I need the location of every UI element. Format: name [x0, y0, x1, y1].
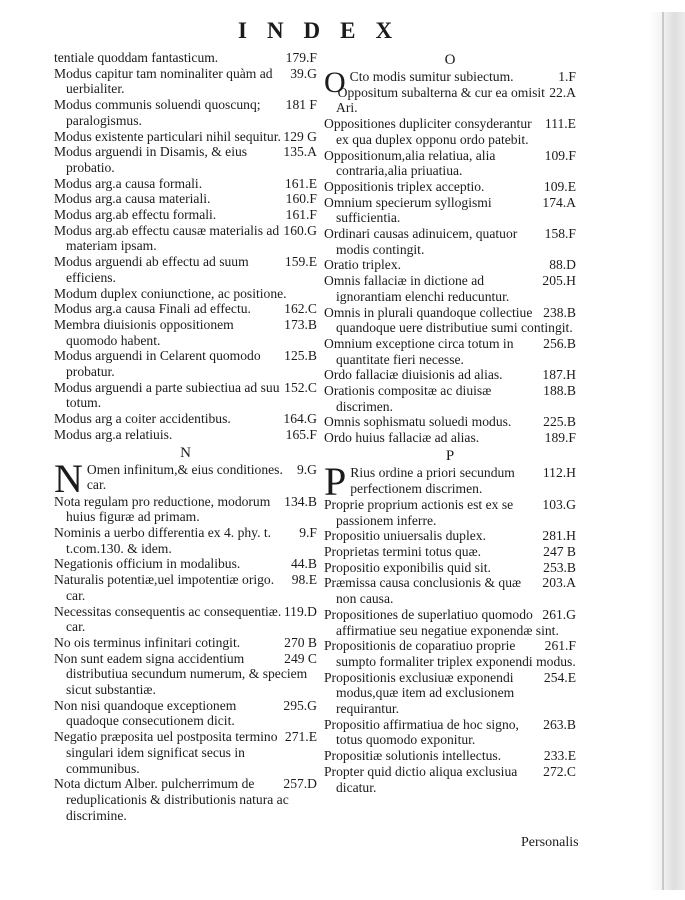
entry-ref: 1.F	[558, 69, 576, 84]
entry-text: Omnium exceptione circa totum in quantitate fieri necesse.	[324, 335, 514, 367]
index-entry	[54, 254, 317, 285]
entry-text: tentiale quoddam fantasticum.	[54, 50, 219, 65]
entry-ref: 161.E	[284, 175, 317, 191]
entry-ref: 233.E	[543, 748, 576, 764]
index-entry	[54, 411, 317, 427]
entry-text: Modus arguendi a parte subiectiua ad suu totum.	[54, 379, 280, 411]
index-entry	[54, 427, 317, 443]
index-entry	[54, 144, 317, 175]
entry-ref: 189.F	[544, 430, 576, 446]
index-entry	[324, 544, 576, 560]
entry-ref: 158.F	[544, 226, 576, 242]
entry-text: Cto modis sumitur subiectum.	[349, 69, 514, 84]
page-edge-shadow	[649, 12, 685, 890]
entry-ref: 39.G	[290, 65, 317, 81]
entry-text: Non sunt eadem signa accidentium distributiua secundum numerum, & speciem sicut substantiæ.	[54, 650, 308, 698]
entry-text: Non nisi quandoque exceptionem quadoque consecutionem dicit.	[54, 697, 237, 729]
entry-text: Modus arguendi in Celarent quomodo probatur.	[54, 348, 261, 380]
entry-text: Oppositum subalterna & cur ea omisit Ari.	[336, 84, 545, 116]
entry-ref: 129 G	[283, 128, 317, 144]
index-entry	[324, 560, 576, 576]
index-entry	[54, 301, 317, 317]
entry-text: Modus capitur tam nominaliter quàm ad uerbialiter.	[54, 65, 273, 97]
entry-text: Propositiæ solutionis intellectus.	[324, 748, 502, 764]
entry-text: Negatio præposita uel postposita termino singulari idem significat secus in communibus.	[54, 729, 278, 776]
entry-text: Nota dictum Alber. pulcherrimum de reduplicationis & distributionis natura ac discrimine.	[54, 776, 289, 823]
entry-text: Nota regulam pro reductione, modorum huius figuræ ad primam.	[54, 493, 271, 525]
entry-ref: 135.A	[283, 144, 317, 160]
entry-text: Nominis a uerbo differentia ex 4. phy. t. t.com.130. & idem.	[54, 524, 272, 556]
index-entry	[324, 575, 576, 606]
index-entry	[54, 776, 317, 823]
entry-ref: 111.E	[544, 116, 576, 132]
entry-ref: 164.G	[283, 411, 317, 427]
entry-text: Omnis sophismatu soluedi modus.	[324, 414, 512, 430]
index-entry	[324, 336, 576, 367]
index-entry	[54, 317, 317, 348]
left-column	[54, 50, 317, 823]
dropcap-p: P	[324, 458, 347, 504]
index-entry	[54, 348, 317, 379]
entry-text: Necessitas consequentis ac consequentiæ. car.	[54, 603, 282, 635]
entry-text: Oppositiones dupliciter consyderantur ex qua duplex opponu ordo patebit.	[324, 116, 532, 147]
section-letter-n: N	[180, 444, 191, 461]
entry-text: Modus arg.a causa Finali ad effectu.	[54, 301, 251, 317]
entry-ref: 9.G	[296, 461, 317, 477]
entry-ref: 109.E	[543, 178, 576, 194]
index-entry	[324, 148, 576, 179]
index-entry	[54, 572, 317, 603]
entry-ref: 270 B	[284, 634, 317, 650]
index-entry	[54, 191, 317, 207]
entry-text: Propositionis de coparatiuo proprie sumpto formaliter triplex exponendi modus.	[324, 638, 576, 669]
index-entry	[54, 207, 317, 223]
entry-text: Modus arg.a causa materiali.	[54, 191, 211, 207]
index-entry	[54, 176, 317, 192]
entry-ref: 257.D	[283, 776, 317, 792]
entry-ref: 295.G	[283, 697, 317, 713]
index-entry	[54, 380, 317, 411]
index-entry	[54, 223, 317, 254]
index-entry	[54, 604, 317, 635]
entry-text: Propositionis exclusiuæ exponendi modus,quæ item ad exclusionem requirantur.	[324, 669, 515, 717]
index-entry	[324, 85, 576, 116]
entry-text: Omnis fallaciæ in dictione ad ignorantiam elenchi reducuntur.	[324, 273, 510, 304]
page-header: INDEX	[238, 18, 413, 43]
index-entry	[324, 670, 576, 717]
entry-text: Omnis in plurali quandoque collectiue quandoque uere distributiue sumi contingit.	[324, 304, 573, 336]
index-entry	[54, 556, 317, 572]
entry-ref: 134.B	[284, 493, 317, 509]
index-entry	[324, 764, 576, 795]
entry-ref: 188.B	[543, 383, 576, 399]
entry-ref: 272.C	[543, 763, 576, 779]
entry-ref: 281.H	[542, 528, 576, 544]
index-entry	[324, 497, 576, 528]
index-entry	[324, 226, 576, 257]
index-entry	[54, 635, 317, 651]
index-entry	[54, 50, 317, 66]
section-letter-p: P	[445, 447, 455, 464]
index-entry	[324, 528, 576, 544]
dropcap-n: N	[54, 455, 83, 501]
entry-text: Modus arguendi in Disamis, & eius probatio.	[54, 144, 248, 175]
entries-o	[324, 85, 576, 446]
entry-text: Modus communis soluendi quoscunq; paralogismus.	[54, 97, 261, 128]
entry-text: Negationis officium in modalibus.	[54, 556, 241, 572]
entry-ref: 187.H	[542, 367, 576, 383]
entry-text: Proprietas termini totus quæ.	[324, 543, 482, 559]
entry-text: Propositiones de superlatiuo quomodo affirmatiue seu negatiue exponendæ sint.	[324, 606, 559, 638]
dropcap-o: O	[324, 66, 346, 99]
entry-text: Præmissa causa conclusionis & quæ non causa.	[324, 575, 522, 607]
entry-ref: 253.B	[543, 559, 576, 575]
index-entry	[324, 383, 576, 414]
entry-ref: 125.B	[284, 348, 317, 364]
entry-ref: 261.F	[544, 638, 576, 654]
index-entry	[324, 638, 576, 669]
page-edge-line	[662, 12, 664, 890]
right-column	[324, 50, 576, 795]
entry-text: Ordo huius fallaciæ ad alias.	[324, 430, 480, 446]
catchword: Personalis	[521, 835, 579, 850]
entry-text: Modus arg.a relatiuis.	[54, 426, 173, 442]
index-entry	[54, 698, 317, 729]
entry-ref: 225.B	[543, 414, 576, 430]
entry-ref: 165.F	[285, 426, 317, 442]
entry-ref: 98.E	[291, 572, 317, 588]
entry-text: Naturalis potentiæ,uel impotentiæ origo. car.	[54, 572, 275, 603]
entry-ref: 160.G	[283, 222, 317, 238]
entries-p	[324, 497, 576, 795]
index-entry	[54, 525, 317, 556]
entry-ref: 249 C	[284, 650, 317, 666]
entry-text: Membra diuisionis oppositionem quomodo habent.	[54, 316, 234, 348]
section-letter-o: O	[444, 52, 456, 68]
entry-text: Propositio uniuersalis duplex.	[324, 528, 486, 544]
entries-m	[54, 50, 317, 443]
entry-text: Modum duplex coniunctione, ac positione.	[54, 285, 287, 301]
entry-ref: 88.D	[549, 257, 576, 273]
entry-text: Modus arg.ab effectu formali.	[54, 207, 217, 223]
entry-ref: 263.B	[543, 716, 576, 732]
entry-ref: 181 F	[285, 97, 317, 113]
index-entry	[324, 717, 576, 748]
index-entry	[324, 748, 576, 764]
index-entry	[324, 607, 576, 638]
entry-text: No ois terminus infinitari cotingit.	[54, 634, 241, 650]
index-entry	[324, 305, 576, 336]
entry-ref: 254.E	[543, 669, 576, 685]
entry-text: Modus arguendi ab effectu ad suum efficiens.	[54, 254, 249, 285]
index-entry	[54, 66, 317, 97]
index-entry	[54, 729, 317, 776]
index-entry	[54, 494, 317, 525]
entry-text: Orationis compositæ ac diuisæ discrimen.	[324, 383, 492, 414]
entry-ref: 271.E	[284, 729, 317, 745]
entry-ref: 161.F	[285, 207, 317, 223]
index-entry	[54, 97, 317, 128]
entry-text: Modus existente particulari nihil sequitur.	[54, 128, 281, 144]
entry-text: Propter quid dictio aliqua exclusiua dicatur.	[324, 763, 518, 795]
entry-text: Proprie proprium actionis est ex se passionem inferre.	[324, 496, 514, 528]
index-entry	[324, 257, 576, 273]
index-entry	[324, 430, 576, 446]
entry-text: Modus arg.ab effectu causæ materialis ad materiam ipsam.	[54, 222, 280, 254]
entry-ref: 173.B	[284, 316, 317, 332]
entry-ref: 247 B	[543, 543, 576, 559]
entry-ref: 9.F	[299, 524, 317, 540]
entry-text: Omen infinitum,& eius conditiones. car.	[86, 461, 283, 493]
entry-text: Rius ordine a priori secundum perfectionem discrimen.	[350, 464, 515, 496]
entry-ref: 179.F	[285, 50, 317, 65]
entry-text: Oppositionis triplex acceptio.	[324, 178, 485, 194]
entry-ref: 205.H	[542, 273, 576, 289]
entry-text: Propositio affirmatiua de hoc signo, totus quomodo exponitur.	[324, 716, 519, 748]
entry-ref: 112.H	[542, 464, 576, 480]
entry-text: Oppositionum,alia relatiua, alia contraria,alia priuatiua.	[324, 147, 496, 179]
index-entry	[324, 179, 576, 195]
index-entry	[54, 129, 317, 145]
entry-ref: 256.B	[543, 335, 576, 351]
entry-ref: 159.E	[284, 254, 317, 270]
entry-text: Propositio exponibilis quid sit.	[324, 559, 491, 575]
entry-ref: 103.G	[542, 496, 576, 512]
index-entry	[324, 195, 576, 226]
entry-text: Oratio triplex.	[324, 257, 402, 273]
entry-ref: 160.F	[285, 191, 317, 207]
entry-ref: 238.B	[543, 304, 576, 320]
entries-n	[54, 494, 317, 824]
entry-ref: 119.D	[283, 603, 317, 619]
entry-ref: 261.G	[542, 606, 576, 622]
index-entry	[54, 286, 317, 302]
entry-ref: 22.A	[549, 84, 576, 100]
entry-ref: 109.F	[544, 147, 576, 163]
entry-ref: 174.A	[542, 194, 576, 210]
entry-text: Modus arg.a causa formali.	[54, 175, 203, 191]
index-entry	[324, 367, 576, 383]
entry-ref: 203.A	[542, 575, 576, 591]
entry-text: Ordinari causas adinuicem, quatuor modis contingit.	[324, 226, 518, 257]
index-entry	[324, 273, 576, 304]
entry-ref: 162.C	[284, 301, 317, 317]
entry-text: Modus arg a coiter accidentibus.	[54, 411, 231, 427]
entry-text: Ordo fallaciæ diuisionis ad alias.	[324, 367, 503, 383]
index-entry	[54, 651, 317, 698]
entry-text: Omnium specierum syllogismi sufficientia.	[324, 194, 492, 226]
index-entry	[324, 116, 576, 147]
entry-ref: 152.C	[284, 379, 317, 395]
index-entry	[324, 414, 576, 430]
entry-ref: 44.B	[290, 556, 317, 572]
